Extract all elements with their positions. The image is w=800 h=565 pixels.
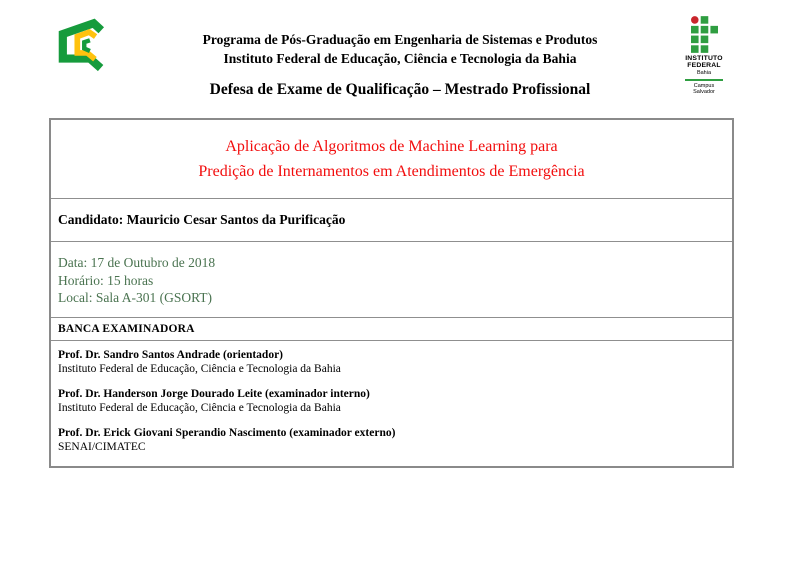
if-logo-institution-line2: FEDERAL	[687, 62, 721, 69]
committee-cell	[51, 340, 732, 466]
defense-time: Horário: 15 horas	[58, 272, 154, 288]
committee-member-name: Prof. Dr. Handerson Jorge Dourado Leite (examinador interno)	[58, 388, 370, 400]
committee-member-affiliation: Instituto Federal de Educação, Ciência e Tecnologia da Bahia	[58, 363, 341, 375]
schedule-cell	[51, 241, 732, 317]
defense-location: Local: Sala A-301 (GSORT)	[58, 290, 213, 305]
committee-member-name: Prof. Dr. Sandro Santos Andrade (orientador)	[58, 349, 284, 361]
program-name-line1: Programa de Pós-Graduação em Engenharia de Sistemas e Produtos	[202, 32, 598, 47]
if-logo-divider	[685, 79, 723, 81]
if-logo-institution-line1: INSTITUTO	[685, 55, 723, 62]
instituto-federal-logo	[674, 16, 734, 95]
program-logo-icon	[54, 17, 117, 80]
committee-member-affiliation: Instituto Federal de Educação, Ciência e Tecnologia da Bahia	[58, 402, 341, 414]
header-title-block	[120, 30, 680, 99]
committee-member-affiliation: SENAI/CIMATEC	[58, 441, 146, 453]
thesis-title-line2: Predição de Internamentos em Atendimentos de Emergência	[198, 163, 585, 180]
committee-member-name: Prof. Dr. Erick Giovani Sperandio Nascimento (examinador externo)	[58, 427, 396, 439]
defense-date: Data: 17 de Outubro de 2018	[58, 255, 216, 270]
event-title: Defesa de Exame de Qualificação – Mestrado Profissional	[209, 81, 591, 98]
thesis-title-cell	[51, 120, 732, 198]
thesis-title-line1: Aplicação de Algoritmos de Machine Learning para	[225, 138, 558, 155]
if-squares-icon	[691, 16, 718, 53]
if-logo-state: Bahia	[696, 70, 712, 76]
if-logo-campus-line1: Campus	[693, 83, 715, 89]
committee-member	[58, 348, 732, 376]
program-name-line2: Instituto Federal de Educação, Ciência e Tecnologia da Bahia	[223, 51, 577, 66]
committee-heading-cell: BANCA EXAMINADORA	[51, 317, 732, 340]
candidate-cell: Candidato: Mauricio Cesar Santos da Purificação	[51, 198, 732, 241]
committee-member	[58, 426, 732, 454]
if-logo-campus-line2: Salvador	[693, 89, 715, 95]
announcement-table	[49, 118, 734, 468]
committee-member	[58, 387, 732, 415]
